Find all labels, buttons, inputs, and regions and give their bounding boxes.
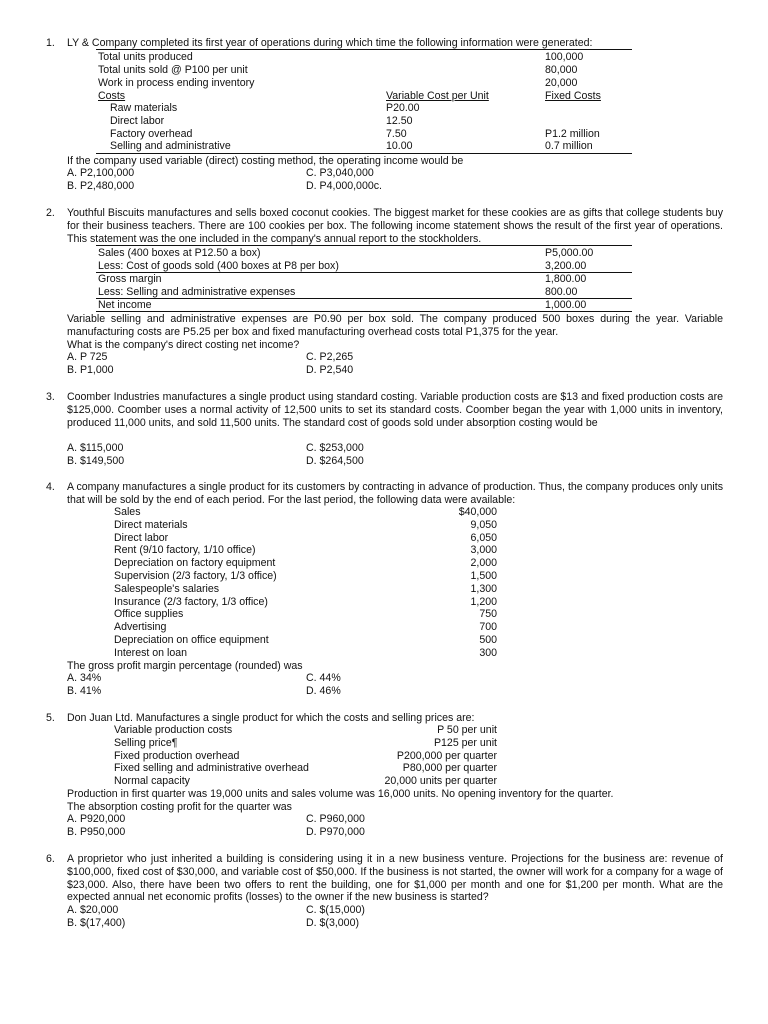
q4-option-a: A. 34% bbox=[67, 672, 102, 684]
q2-row-label: Net income bbox=[98, 299, 152, 311]
q3-option-c: C. $253,000 bbox=[306, 442, 364, 454]
q4-row-label: Depreciation on office equipment bbox=[114, 634, 269, 646]
q6-option-a: A. $20,000 bbox=[67, 904, 119, 916]
q5-option-a: A. P920,000 bbox=[67, 813, 126, 825]
q4-row-label: Rent (9/10 factory, 1/10 office) bbox=[114, 544, 256, 557]
q1-question: If the company used variable (direct) costing method, the operating income would be bbox=[67, 155, 464, 167]
q4-row-label: Direct labor bbox=[114, 531, 169, 544]
q6-number: 6. bbox=[46, 853, 55, 865]
q2-rule bbox=[96, 245, 632, 246]
q2-row-value: P5,000.00 bbox=[545, 247, 594, 259]
q1-rule bbox=[96, 153, 632, 154]
q1-cost-fixed: P1.2 million bbox=[545, 128, 600, 140]
q4-row-label: Salespeople's salaries bbox=[114, 582, 220, 595]
q2-row-label: Less: Cost of goods sold (400 boxes at P8 per box) bbox=[98, 260, 339, 272]
q4-row-label: Supervision (2/3 factory, 1/3 office) bbox=[114, 570, 277, 582]
q1-cost-label: Factory overhead bbox=[110, 128, 193, 140]
q5-row-value: P 50 per unit bbox=[437, 724, 497, 736]
q3-stem: Coomber Industries manufactures a single product using standard costing. Variable production costs are $13 and fixed production costs are $125,000. Coomber uses a normal activity of 12,500 units to set its standard costs. Coomber began the year with 1,000 units in inventory, produced 11,000 units, and sold 11,500 units. The standard cost of goods sold under absorption costing would be bbox=[67, 391, 723, 429]
q2-row-label: Gross margin bbox=[98, 273, 162, 285]
q4-row-value: 9,050 bbox=[470, 518, 497, 531]
q2-rule bbox=[96, 311, 632, 312]
q5-row-label: Selling price¶ bbox=[114, 737, 178, 749]
q1-row-value: 20,000 bbox=[545, 77, 578, 89]
q2-option-a: A. P 725 bbox=[67, 351, 108, 363]
q2-option-c: C. P2,265 bbox=[306, 351, 354, 363]
q2-row-value: 800.00 bbox=[545, 286, 578, 298]
q3-option-b: B. $149,500 bbox=[67, 455, 125, 467]
q4-row-value: 2,000 bbox=[470, 557, 497, 570]
q4-row-value: 1,300 bbox=[470, 582, 497, 595]
q2-row-label: Sales (400 boxes at P12.50 a box) bbox=[98, 247, 261, 259]
q4-row-value: 500 bbox=[479, 634, 497, 646]
q4-stem: A company manufactures a single product for its customers by contracting in advance of production. Thus, the company produces only units that will be sold by the end of each period. For the last period, the following data were available: bbox=[67, 481, 723, 506]
q1-costs-header: Costs bbox=[98, 90, 126, 102]
q1-number: 1. bbox=[46, 37, 55, 49]
q4-row-label: Advertising bbox=[114, 621, 167, 634]
q1-row-value: 80,000 bbox=[545, 64, 578, 76]
q4-row-value: 750 bbox=[479, 608, 497, 621]
q1-row-value: 100,000 bbox=[545, 51, 584, 63]
q2-row-value: 1,800.00 bbox=[545, 273, 587, 285]
q2-question: What is the company's direct costing net income? bbox=[67, 339, 300, 351]
q5-option-b: B. P950,000 bbox=[67, 826, 126, 838]
q1-option-a: A. P2,100,000 bbox=[67, 167, 135, 179]
q4-option-b: B. 41% bbox=[67, 685, 102, 697]
q4-row-label: Depreciation on factory equipment bbox=[114, 557, 276, 570]
q6-stem: A proprietor who just inherited a building is considering using it in a new business venture. Projections for the business are: revenue of $100,000, fixed cost of $30,000, and variable cost of $50,000. If the business is not started, the owner will work for a company for a wage of $23,000. Also, there have been two offers to rent the building, one for $1,000 per month and one for $1,200 per month. What are the expected annual net economic profits (losses) to the owner if the new business is started? bbox=[67, 853, 723, 904]
q3-number: 3. bbox=[46, 391, 55, 403]
q4-question: The gross profit margin percentage (rounded) was bbox=[67, 660, 303, 672]
q2-row-label: Less: Selling and administrative expenses bbox=[98, 286, 296, 298]
q1-option-b: B. P2,480,000 bbox=[67, 180, 135, 192]
q6-option-d: D. $(3,000) bbox=[306, 917, 359, 929]
q1-cost-variable: 12.50 bbox=[386, 115, 413, 127]
q1-option-d: D. P4,000,000c. bbox=[306, 180, 382, 192]
q4-row-value: 3,000 bbox=[470, 544, 497, 557]
q2-stem: Youthful Biscuits manufactures and sells boxed coconut cookies. The biggest market for these cookies are as gifts that college students buy for their business teachers. There are 100 cookies per box. The following income statement shows the result of the first year of operations. This statement was the one included in the company's annual report to the stockholders. bbox=[67, 207, 723, 245]
q1-cost-variable: 10.00 bbox=[386, 140, 413, 152]
q2-row-value: 1,000.00 bbox=[545, 299, 587, 311]
q4-row-label: Insurance (2/3 factory, 1/3 office) bbox=[114, 595, 268, 608]
q1-cost-label: Raw materials bbox=[110, 102, 178, 114]
q4-row-label: Direct materials bbox=[114, 518, 188, 531]
q2-row-value: 3,200.00 bbox=[545, 260, 587, 272]
q4-option-d: D. 46% bbox=[306, 685, 341, 697]
q5-row-label: Fixed production overhead bbox=[114, 750, 240, 762]
q4-row-value: 1,500 bbox=[470, 570, 497, 582]
q4-row-label: Sales bbox=[114, 506, 141, 518]
q5-number: 5. bbox=[46, 712, 55, 724]
q1-cost-fixed: 0.7 million bbox=[545, 140, 593, 152]
q2-after: Variable selling and administrative expenses are P0.90 per box sold. The company produced 500 boxes during the year. Variable manufacturing costs are P5.25 per box and fixed manufacturing overhead costs total P1,375 for the year. bbox=[67, 313, 723, 338]
q5-row-value: P200,000 per quarter bbox=[396, 750, 497, 762]
q4-row-label: Office supplies bbox=[114, 608, 184, 621]
q1-row-label: Total units produced bbox=[98, 51, 193, 63]
q1-variable-header: Variable Cost per Unit bbox=[386, 90, 489, 102]
q1-rule bbox=[96, 49, 632, 50]
q1-cost-label: Direct labor bbox=[110, 115, 165, 127]
q5-stem: Don Juan Ltd. Manufactures a single product for which the costs and selling prices are: bbox=[67, 712, 475, 724]
q5-row-value: P125 per unit bbox=[433, 737, 497, 749]
q1-fixed-header: Fixed Costs bbox=[545, 90, 601, 102]
q5-row-label: Fixed selling and administrative overhead bbox=[114, 762, 309, 774]
q5-question: The absorption costing profit for the quarter was bbox=[67, 801, 292, 813]
q5-option-d: D. P970,000 bbox=[306, 826, 365, 838]
q4-row-value: 700 bbox=[479, 621, 497, 634]
q6-option-c: C. $(15,000) bbox=[306, 904, 365, 916]
q5-option-c: C. P960,000 bbox=[306, 813, 365, 825]
q4-option-c: C. 44% bbox=[306, 672, 341, 684]
q5-row-value: 20,000 units per quarter bbox=[384, 775, 497, 787]
q1-row-label: Total units sold @ P100 per unit bbox=[98, 64, 248, 76]
q4-row-label: Interest on loan bbox=[114, 646, 188, 659]
q4-row-value: 1,200 bbox=[470, 595, 497, 608]
q1-stem: LY & Company completed its first year of operations during which time the following information were generated: bbox=[67, 37, 593, 49]
q4-number: 4. bbox=[46, 481, 55, 493]
q6-option-b: B. $(17,400) bbox=[67, 917, 126, 929]
q4-row-value: 300 bbox=[479, 646, 497, 659]
q5-row-label: Normal capacity bbox=[114, 775, 190, 787]
q4-row-value: $40,000 bbox=[458, 506, 497, 518]
q5-row-value: P80,000 per quarter bbox=[402, 762, 497, 774]
q2-option-b: B. P1,000 bbox=[67, 364, 114, 376]
q3-option-d: D. $264,500 bbox=[306, 455, 364, 467]
q5-after: Production in first quarter was 19,000 units and sales volume was 16,000 units. No opening inventory for the quarter. bbox=[67, 788, 614, 800]
q2-option-d: D. P2,540 bbox=[306, 364, 354, 376]
q2-number: 2. bbox=[46, 207, 55, 219]
q1-row-label: Work in process ending inventory bbox=[98, 77, 255, 89]
q5-row-label: Variable production costs bbox=[114, 724, 233, 736]
q1-cost-variable: P20.00 bbox=[386, 102, 420, 114]
q4-row-value: 6,050 bbox=[470, 531, 497, 544]
q3-option-a: A. $115,000 bbox=[67, 442, 124, 454]
q1-cost-label: Selling and administrative bbox=[110, 140, 231, 152]
q1-option-c: C. P3,040,000 bbox=[306, 167, 374, 179]
q1-cost-variable: 7.50 bbox=[386, 128, 407, 140]
